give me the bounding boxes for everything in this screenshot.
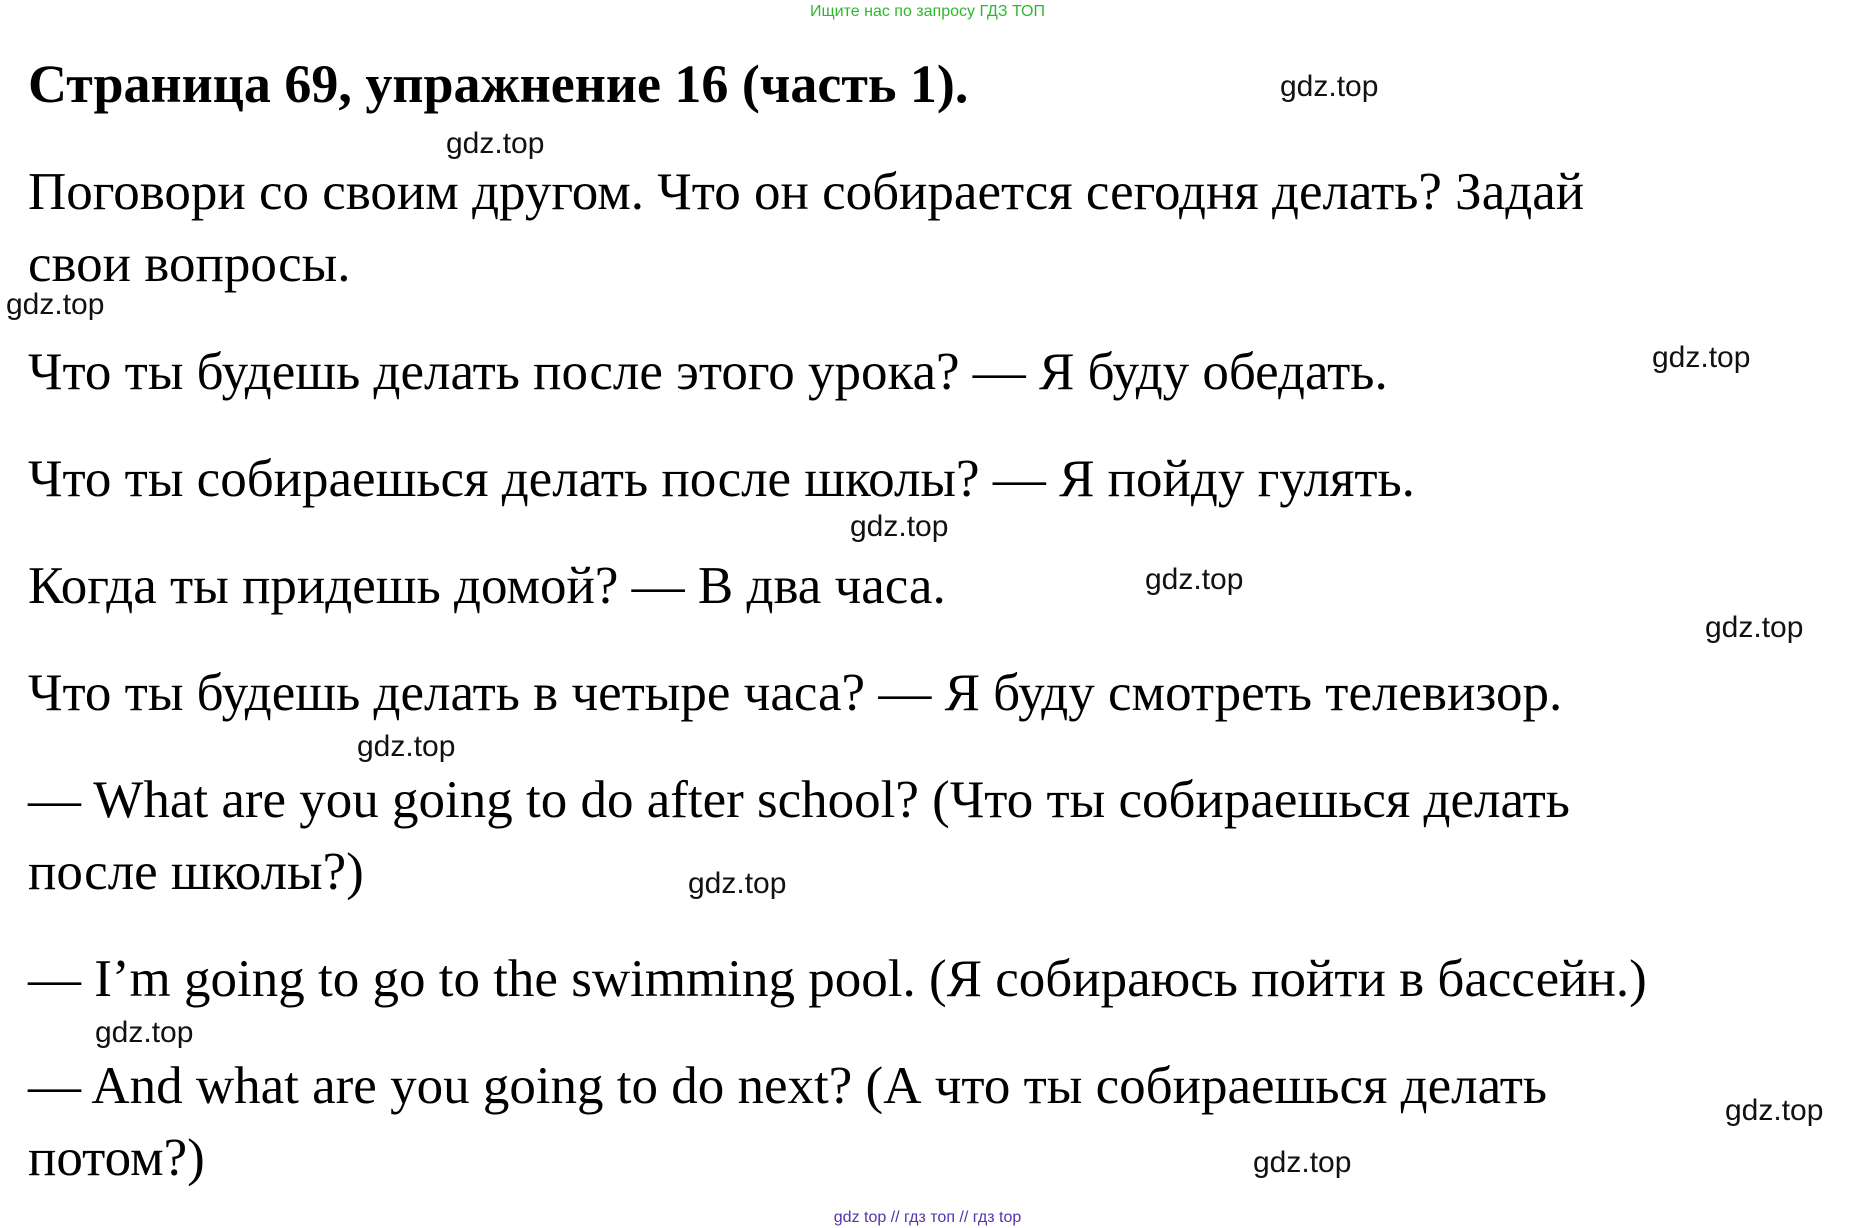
text-line: Когда ты придешь домой? — В два часа.	[28, 557, 946, 615]
watermark: gdz.top	[357, 730, 456, 763]
text-line: Что ты собираешься делать после школы? — Я пойду гулять.	[28, 450, 1415, 508]
text-line: после школы?)	[28, 843, 364, 901]
top-banner: Ищите нас по запросу ГДЗ ТОП	[810, 3, 1045, 20]
text-line: потом?)	[28, 1129, 205, 1187]
watermark: gdz.top	[1145, 563, 1244, 596]
text-line: свои вопросы.	[28, 235, 351, 293]
watermark: gdz.top	[688, 867, 787, 900]
text-line: — What are you going to do after school? (Что ты собираешься делать	[28, 771, 1570, 829]
text-line: Что ты будешь делать после этого урока? — Я буду обедать.	[28, 343, 1388, 401]
watermark: gdz.top	[1725, 1094, 1824, 1127]
watermark: gdz.top	[6, 288, 105, 321]
watermark: gdz.top	[446, 127, 545, 160]
text-line: Что ты будешь делать в четыре часа? — Я буду смотреть телевизор.	[28, 664, 1563, 722]
text-line: — And what are you going to do next? (А что ты собираешься делать	[28, 1057, 1548, 1115]
page-title: Страница 69, упражнение 16 (часть 1).	[28, 54, 969, 114]
watermark: gdz.top	[1652, 341, 1751, 374]
watermark: gdz.top	[850, 510, 949, 543]
footer-links: gdz top // гдз топ // гдз top	[833, 1209, 1022, 1226]
watermark: gdz.top	[1280, 70, 1379, 103]
watermark: gdz.top	[1705, 611, 1804, 644]
text-line: — I’m going to go to the swimming pool. (Я собираюсь пойти в бассейн.)	[28, 950, 1647, 1008]
watermark: gdz.top	[95, 1016, 194, 1049]
text-line: Поговори со своим другом. Что он собирается сегодня делать? Задай	[28, 163, 1585, 221]
watermark: gdz.top	[1253, 1146, 1352, 1179]
